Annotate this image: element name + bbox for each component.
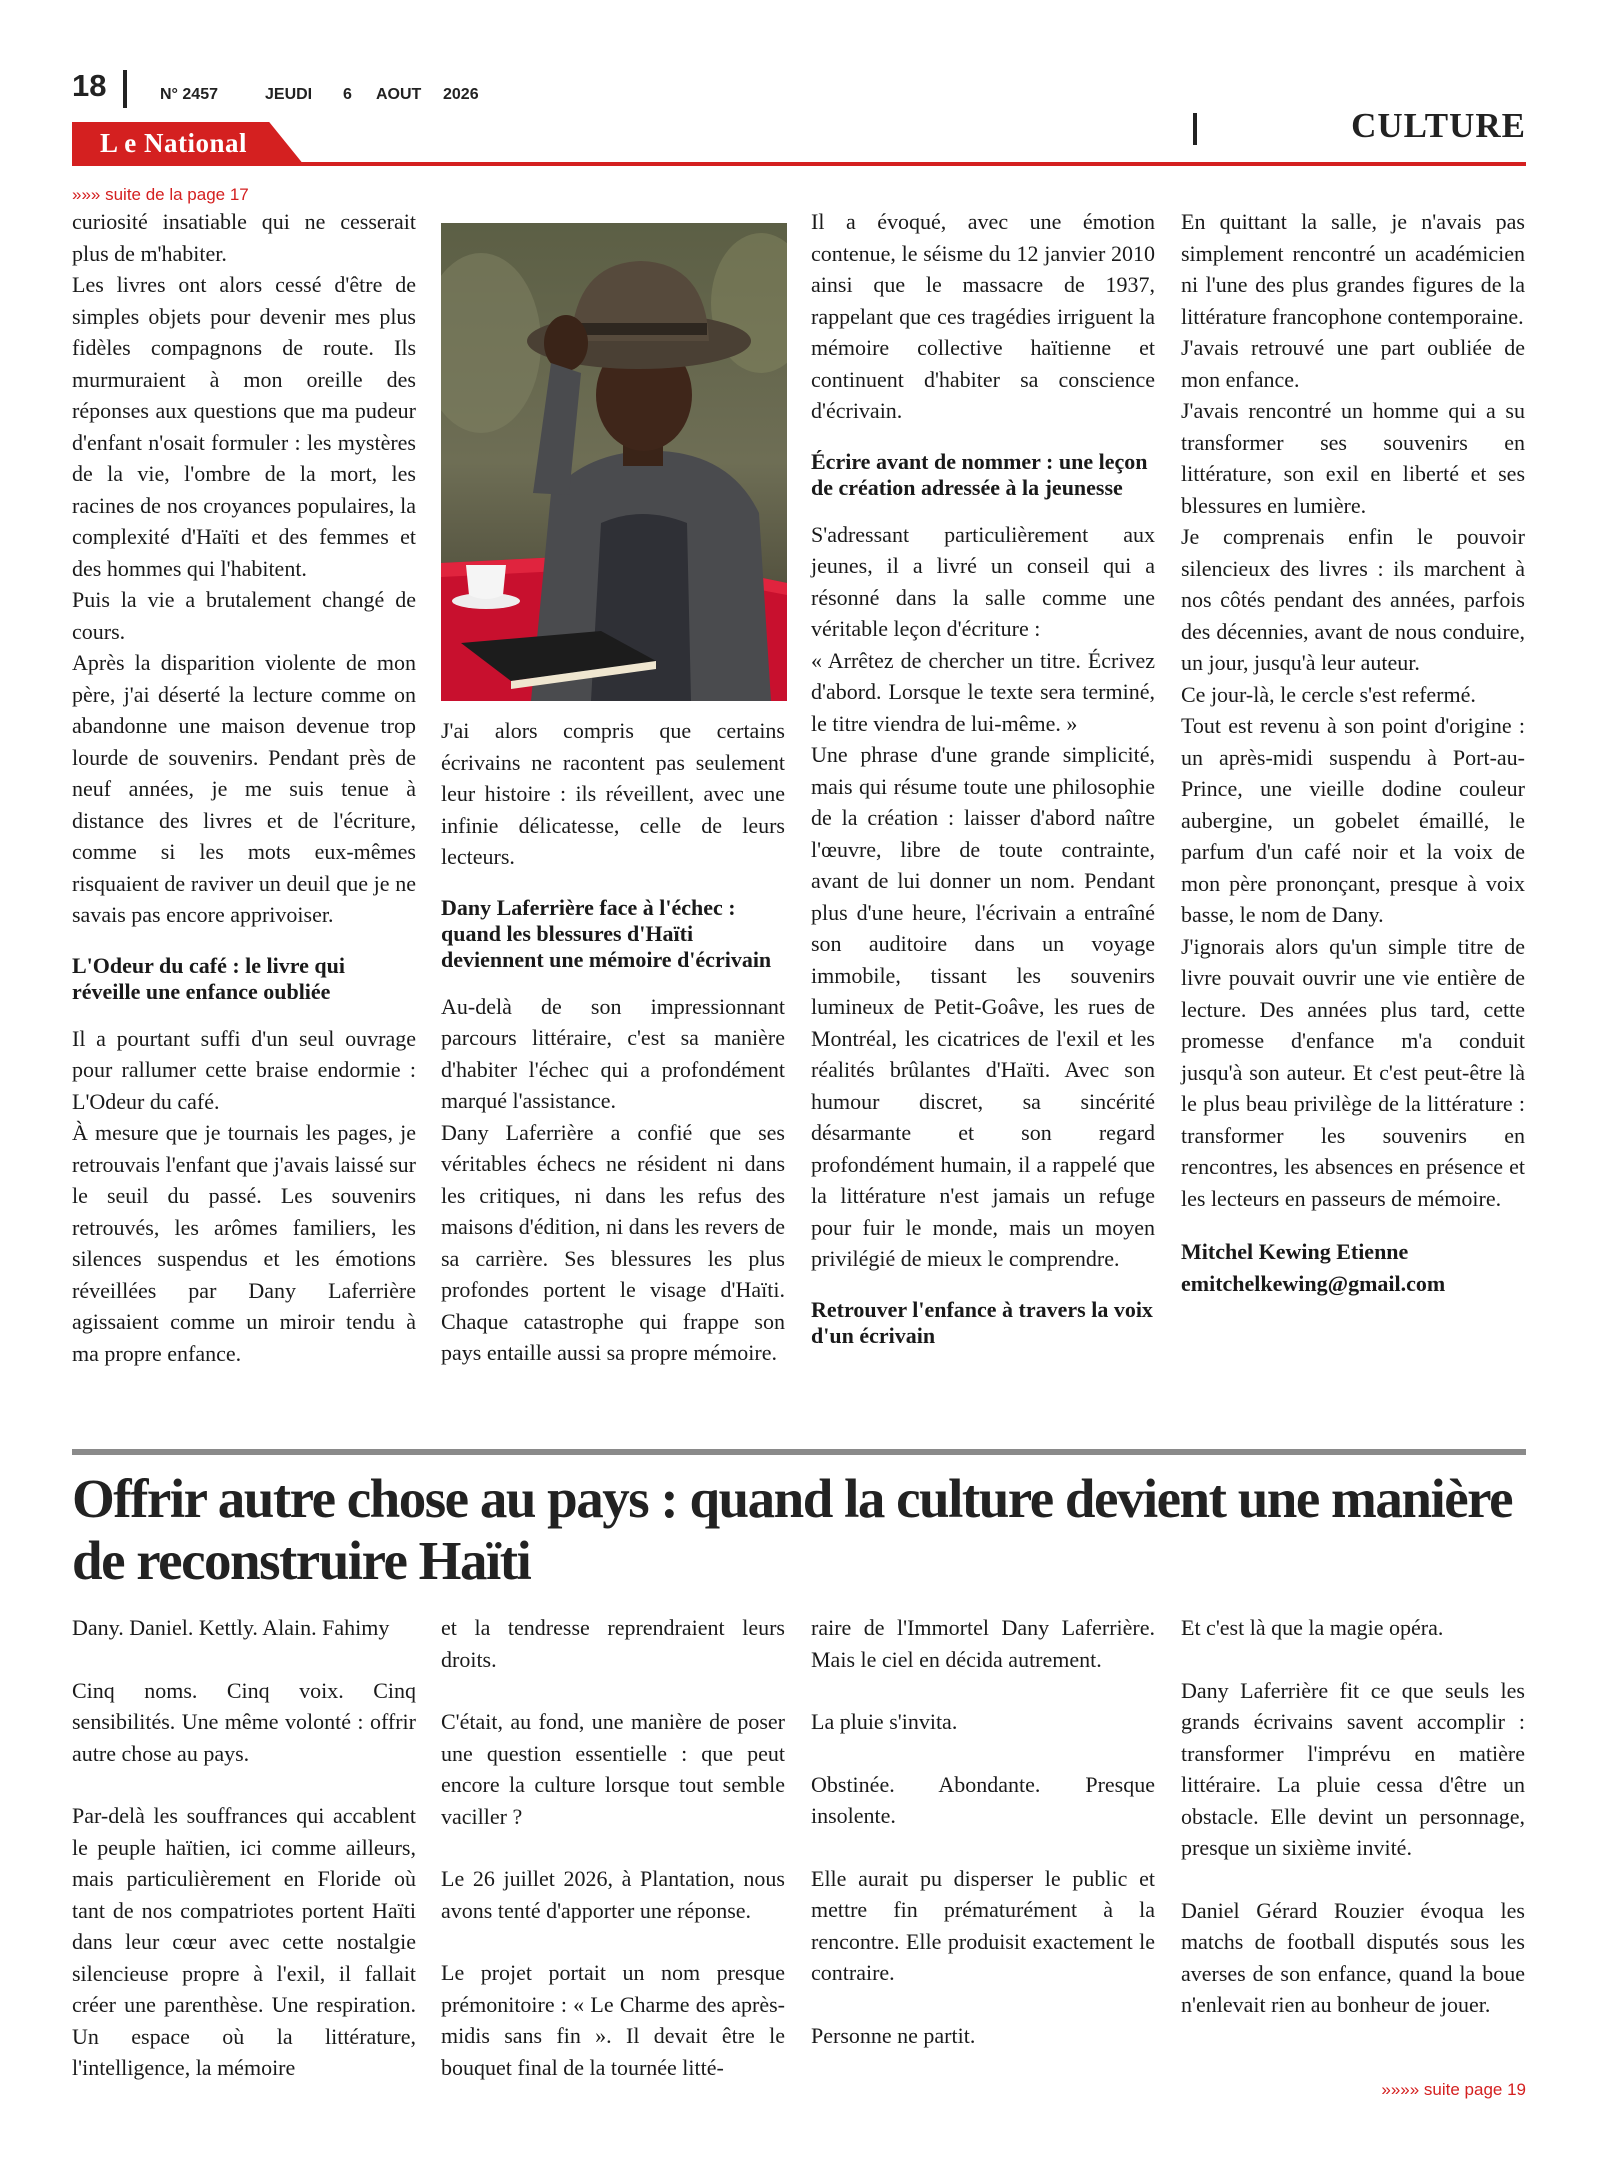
- body-paragraph: Dany. Daniel. Kettly. Alain. Fahimy: [72, 1615, 390, 1640]
- article2-column-4: [1181, 1612, 1525, 2021]
- body-paragraph: Les livres ont alors cessé d'être de simples objets pour devenir mes plus fidèles compagnons de route. Ils murmuraient à mon oreille des réponses aux questions que ma pudeur d'enfant n'osait formuler : les mystères de la vie, l'ombre de la mort, les racines de nos croyances populaires, la complexité d'Haïti et des femmes et des hommes qui l'habitent.: [72, 272, 416, 581]
- body-paragraph: S'adressant particulièrement aux jeunes, il a livré un conseil qui a résonné dans la salle comme une véritable leçon d'écriture :: [811, 521, 1155, 641]
- article1-column-1: [72, 206, 416, 1369]
- body-paragraph: Dany Laferrière fit ce que seuls les grands écrivains savent accomplir : transformer l'imprévu en matière littéraire. La pluie cessa d'être un obstacle. Elle devint un personnage, presque un sixième invité.: [1181, 1677, 1525, 1860]
- body-paragraph: curiosité insatiable qui ne cesserait plus de m'habiter.: [72, 209, 416, 266]
- body-paragraph: Une phrase d'une grande simplicité, mais qui résume toute une philosophie de la création : laisser d'abord naître l'œuvre, libre de toute contrainte, avant de lui donner un nom. Pendant plus d'une heure, l'écrivain a entraîné son auditoire dans un voyage immobile, tissant les souvenirs lumineux de Petit-Goâve, les rues de Montréal, les cicatrices de l'exil et les réalités brûlantes d'Haïti. Avec son humour discret, sa sincérité désarmante et son regard profondément humain, il a rappelé que la littérature n'est jamais un refuge pour fuir le monde, mais un moyen privilégié de mieux le comprendre.: [811, 742, 1155, 1271]
- article1-column-3: [811, 206, 1155, 1367]
- body-paragraph: C'était, au fond, une manière de poser une question essentielle : que peut encore la culture lorsque tout semble vaciller ?: [441, 1709, 785, 1829]
- continued-from-label: »»» suite de la page 17: [72, 185, 249, 204]
- body-paragraph: J'avais rencontré un homme qui a su transformer ses souvenirs en littérature, son exil en liberté et ses blessures en lumière.: [1181, 398, 1525, 518]
- article2-headline: Offrir autre chose au pays : quand la culture devient une manière de reconstruire Haïti: [72, 1468, 1512, 1591]
- page-number: 18: [72, 68, 107, 103]
- article1-column-2: [441, 715, 785, 1369]
- issue-year: 2026: [443, 86, 479, 103]
- subheading: Dany Laferrière face à l'échec : quand les blessures d'Haïti deviennent une mémoire d'écrivain: [441, 894, 772, 972]
- body-paragraph: Je comprenais enfin le pouvoir silencieux des livres : ils marchent à nos côtés pendant des années, parfois des décennies, avant de nous conduire, un jour, jusqu'à leur auteur.: [1181, 524, 1525, 675]
- publication-name: L e National: [100, 128, 248, 158]
- body-paragraph: La pluie s'invita.: [811, 1709, 958, 1734]
- page-number-divider: [123, 70, 127, 108]
- article2-column-3: [811, 1612, 1155, 2051]
- quote-paragraph: « Arrêtez de chercher un titre. Écrivez d'abord. Lorsque le texte sera terminé, le titre viendra de lui-même. »: [811, 647, 1155, 736]
- article1-column-4: [1181, 206, 1525, 1299]
- body-paragraph: Personne ne partit.: [811, 2022, 976, 2048]
- article2-column-1: [72, 1612, 416, 2084]
- body-paragraph: Le 26 juillet 2026, à Plantation, nous avons tenté d'apporter une réponse.: [441, 1866, 785, 1923]
- section-divider: [1193, 113, 1197, 145]
- article-separator: [72, 1449, 1526, 1455]
- body-paragraph: J'ai alors compris que certains écrivains ne racontent pas seulement leur histoire : ils réveillent, avec une infinie délicatesse, celle de leurs lecteurs.: [441, 718, 785, 869]
- body-paragraph: Et c'est là que la magie opéra.: [1181, 1615, 1444, 1640]
- issue-day: 6: [343, 86, 352, 103]
- author-email[interactable]: emitchelkewing@gmail.com: [1181, 1270, 1446, 1296]
- body-paragraph: En quittant la salle, je n'avais pas simplement rencontré un académicien ni l'une des plus grandes figures de la littérature francophone contemporaine.: [1181, 209, 1525, 329]
- body-paragraph: À mesure que je tournais les pages, je retrouvais l'enfant que j'avais laissé sur le seuil du passé. Les souvenirs retrouvés, les arômes familiers, les silences suspendus et les émotions réveillées par Dany Laferrière agissaient comme un miroir tendu à ma propre enfance.: [72, 1120, 416, 1366]
- body-paragraph: raire de l'Immortel Dany Laferrière. Mais le ciel en décida autrement.: [811, 1615, 1155, 1672]
- issue-number: N° 2457: [160, 86, 218, 103]
- body-paragraph: Au-delà de son impressionnant parcours littéraire, c'est sa manière d'habiter l'échec qui a profondément marqué l'assistance.: [441, 993, 785, 1113]
- body-paragraph: Elle aurait pu disperser le public et mettre fin prématurément à la rencontre. Elle produisit exactement le contraire.: [811, 1865, 1155, 1985]
- body-paragraph: Tout est revenu à son point d'origine : un après-midi suspendu à Port-au-Prince, une vieille dodine couleur aubergine, un gobelet émaillé, le parfum d'un café noir et la voix de mon père prononçant, presque à voix basse, le nom de Dany.: [1181, 713, 1525, 927]
- section-title: CULTURE: [1351, 106, 1526, 145]
- body-paragraph: Après la disparition violente de mon père, j'ai déserté la lecture comme on abandonne une maison devenue trop lourde de souvenirs. Pendant près de neuf années, je me suis tenue à distance des livres et de l'écriture, comme si les mots eux-mêmes risquaient de raviver un deuil que je ne savais pas encore apprivoiser.: [72, 650, 416, 927]
- body-paragraph: Puis la vie a brutalement changé de cours.: [72, 587, 416, 644]
- issue-weekday: JEUDI: [265, 86, 313, 103]
- subheading: Retrouver l'enfance à travers la voix d'un écrivain: [811, 1296, 1153, 1348]
- body-paragraph: Par-delà les souffrances qui accablent le peuple haïtien, ici comme ailleurs, mais particulièrement en Floride où tant de nos compatriotes portent Haïti dans leur cœur avec cette nostalgie silencieuse propre à l'exil, il fallait créer une parenthèse. Une respiration. Un espace où la littérature, l'intelligence, la mémoire: [72, 1803, 416, 2080]
- subheading: L'Odeur du café : le livre qui réveille une enfance oubliée: [72, 952, 345, 1004]
- subheading: Écrire avant de nommer : une leçon de création adressée à la jeunesse: [811, 448, 1148, 500]
- author-name: Mitchel Kewing Etienne: [1181, 1239, 1409, 1264]
- body-paragraph: Dany Laferrière a confié que ses véritables échecs ne résident ni dans les critiques, ni dans les refus des maisons d'édition, ni dans les revers de sa carrière. Ses blessures les plus profondes portent le visage d'Haïti. Chaque catastrophe qui frappe son pays entaille aussi sa propre mémoire.: [441, 1119, 785, 1365]
- dany-laferriere-photo: [441, 223, 787, 701]
- body-paragraph: Il a évoqué, avec une émotion contenue, le séisme du 12 janvier 2010 ainsi que le massacre de 1937, rappelant que ces tragédies irriguent la mémoire collective haïtienne et continuent d'habiter sa conscience d'écrivain.: [811, 209, 1155, 423]
- body-paragraph: Obstinée. Abondante. Presque insolente.: [811, 1771, 1155, 1828]
- body-paragraph: Il a pourtant suffi d'un seul ouvrage pour rallumer cette braise endormie : L'Odeur du café.: [72, 1025, 416, 1114]
- header-rule: [72, 162, 1526, 166]
- body-paragraph: J'avais retrouvé une part oubliée de mon enfance.: [1181, 335, 1525, 392]
- body-paragraph: Cinq noms. Cinq voix. Cinq sensibilités. Une même volonté : offrir autre chose au pays.: [72, 1677, 416, 1766]
- body-paragraph: et la tendresse reprendraient leurs droits.: [441, 1615, 785, 1672]
- continued-to-label: »»»» suite page 19: [1381, 2080, 1526, 2099]
- body-paragraph: Ce jour-là, le cercle s'est refermé.: [1181, 681, 1476, 707]
- body-paragraph: J'ignorais alors qu'un simple titre de livre pouvait ouvrir une vie entière de lecture. Des années plus tard, cette promesse d'enfance m'a conduit jusqu'à son auteur. Et c'est peut-être là le plus beau privilège de la littérature : transformer les souvenirs en rencontres, les absences en présence et les lecteurs en passeurs de mémoire.: [1181, 933, 1525, 1211]
- body-paragraph: Daniel Gérard Rouzier évoqua les matchs de football disputés sous les averses de son enfance, quand la boue n'enlevait rien au bonheur de jouer.: [1181, 1897, 1525, 2017]
- article2-column-2: [441, 1612, 785, 2083]
- issue-month: AOUT: [376, 86, 422, 103]
- body-paragraph: Le projet portait un nom presque prémonitoire : « Le Charme des après-midis sans fin ». Il devait être le bouquet final de la tournée litté-: [441, 1960, 785, 2080]
